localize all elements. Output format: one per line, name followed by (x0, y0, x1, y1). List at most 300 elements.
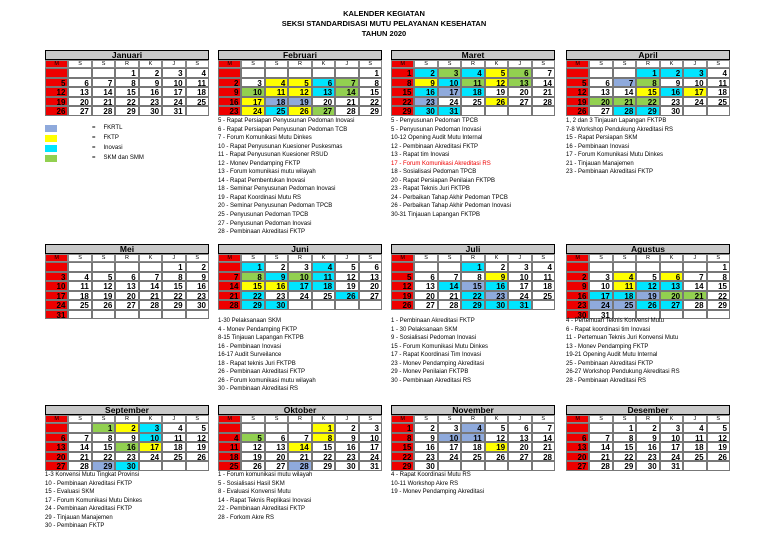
event-item: 17 - Forum Komunikasi Mutu Dinkes (45, 497, 143, 504)
day-cell: 17 (241, 97, 264, 107)
day-cell: 3 (45, 272, 68, 282)
day-cell: 8 (312, 433, 335, 443)
day-cell: 5 (636, 272, 659, 282)
month-desember (566, 405, 730, 471)
day-cell: 11 (186, 78, 209, 88)
day-cell (566, 68, 589, 78)
month-title: Januari (45, 50, 209, 60)
day-cell: 25 (68, 300, 91, 310)
day-header: J (508, 60, 531, 68)
day-cell: 28 (613, 106, 636, 116)
day-cell: 3 (438, 423, 461, 433)
header-year: TAHUN 2020 (361, 29, 407, 38)
day-cell: 10 (288, 272, 311, 282)
day-cell: 17 (288, 281, 311, 291)
legend-swatch (45, 135, 57, 142)
day-cell: 15 (115, 87, 138, 97)
day-header: R (115, 415, 138, 423)
day-cell: 7 (438, 272, 461, 282)
day-cell: 25 (613, 300, 636, 310)
day-cell: 8 (92, 433, 115, 443)
event-item: 30-31 Tinjauan Lapangan FKTPB (391, 212, 481, 219)
day-header: K (485, 254, 508, 262)
day-cell: 14 (532, 433, 555, 443)
event-item: 5 - Rapat Persiapan Penyusunan Pedoman Inovasi (218, 118, 355, 124)
day-header: K (660, 254, 683, 262)
day-cell: 13 (508, 433, 531, 443)
day-cell (335, 68, 358, 78)
day-cell: 21 (68, 452, 91, 462)
day-cell: 6 (660, 272, 683, 282)
day-cell: 1 (391, 68, 414, 78)
day-cell (532, 461, 555, 471)
day-cell: 31 (162, 106, 185, 116)
day-cell (288, 68, 311, 78)
day-cell: 7 (532, 68, 555, 78)
day-cell: 11 (461, 78, 484, 88)
day-header: R (288, 60, 311, 68)
day-cell: 14 (613, 87, 636, 97)
day-cell: 10 (45, 281, 68, 291)
day-cell: 10 (359, 433, 382, 443)
day-cell: 24 (438, 97, 461, 107)
day-cell (485, 106, 508, 116)
day-cell: 24 (438, 452, 461, 462)
month-title: Mei (45, 244, 209, 254)
day-grid (218, 423, 382, 471)
day-cell: 7 (683, 272, 706, 282)
day-header: R (115, 254, 138, 262)
month-title: September (45, 405, 209, 415)
day-header: M (566, 415, 589, 423)
event-item: 26 - Pembinaan Akreditasi FKTP (218, 369, 306, 376)
legend-label: FKRTL (103, 125, 123, 131)
day-cell: 19 (636, 291, 659, 301)
day-cell: 30 (636, 461, 659, 471)
day-cell: 22 (359, 97, 382, 107)
day-cell: 7 (218, 272, 241, 282)
day-cell: 7 (335, 78, 358, 88)
day-cell: 27 (45, 461, 68, 471)
event-item: 28 - Pembinaan Akreditasi FKTP (218, 229, 306, 236)
day-cell (162, 461, 185, 471)
event-list-juni (218, 317, 316, 394)
day-header: S (186, 254, 209, 262)
day-cell: 6 (414, 272, 437, 282)
event-item: 10-12 Opening Audit Mutu Internal (391, 135, 483, 142)
day-cell: 17 (359, 442, 382, 452)
calendar-header (0, 0, 768, 39)
day-cell: 5 (391, 272, 414, 282)
day-header: J (162, 254, 185, 262)
day-cell: 24 (508, 291, 531, 301)
day-cell: 4 (218, 433, 241, 443)
event-item: 14 - Rapat Pembentukan Inovasi (218, 177, 306, 184)
day-cell: 21 (288, 452, 311, 462)
event-item: 1 - 30 Pelaksanaan SKM (391, 326, 458, 333)
day-header: J (335, 60, 358, 68)
day-cell (613, 68, 636, 78)
day-header-row (391, 60, 555, 68)
day-cell: 27 (68, 106, 91, 116)
day-cell: 5 (241, 433, 264, 443)
day-cell: 2 (335, 423, 358, 433)
day-cell (139, 310, 162, 320)
day-cell: 23 (139, 97, 162, 107)
event-item: 18 - Seminar Penyusunan Pedoman Inovasi (218, 186, 336, 193)
day-header: R (288, 254, 311, 262)
day-cell (312, 300, 335, 310)
legend-equals: = (92, 145, 96, 151)
day-cell: 25 (461, 452, 484, 462)
day-cell (45, 423, 68, 433)
day-cell: 23 (566, 300, 589, 310)
day-cell: 22 (92, 452, 115, 462)
day-cell: 13 (68, 87, 91, 97)
legend-equals: = (92, 125, 96, 131)
day-header: J (683, 254, 706, 262)
event-item: 16 - Pembinaan Inovasi (218, 343, 282, 350)
day-cell: 18 (613, 291, 636, 301)
day-cell (683, 461, 706, 471)
day-cell: 28 (335, 106, 358, 116)
day-cell (241, 423, 264, 433)
day-cell: 23 (218, 106, 241, 116)
day-header: R (115, 60, 138, 68)
day-header: M (45, 254, 68, 262)
day-cell: 8 (359, 78, 382, 88)
legend-item-inovasi (45, 143, 144, 153)
day-cell: 10 (660, 433, 683, 443)
event-item: 23 - Monev Pendamping Akreditasi (391, 360, 485, 367)
day-header: M (391, 254, 414, 262)
day-cell: 17 (508, 281, 531, 291)
day-cell: 1 (312, 423, 335, 433)
day-cell: 29 (391, 106, 414, 116)
day-cell: 24 (162, 97, 185, 107)
event-item: 12 - Monev Pendamping FKTP (218, 160, 301, 167)
day-cell: 15 (613, 442, 636, 452)
day-grid (391, 68, 555, 116)
day-cell: 21 (613, 97, 636, 107)
day-cell: 24 (660, 452, 683, 462)
day-cell: 13 (45, 442, 68, 452)
event-item: 29 - Monev Penilaian FKTPB (391, 369, 469, 376)
day-cell: 10 (438, 78, 461, 88)
day-cell (660, 262, 683, 272)
day-cell: 11 (461, 433, 484, 443)
day-cell: 2 (414, 68, 437, 78)
day-header: J (508, 415, 531, 423)
day-header: K (312, 415, 335, 423)
day-cell: 14 (438, 281, 461, 291)
day-cell: 20 (359, 281, 382, 291)
event-item: 19-21 Opening Audit Mutu Internal (566, 352, 658, 359)
event-item: 25 - Penyusunan Pedoman TPCB (218, 212, 309, 219)
event-list-maret (391, 117, 511, 220)
day-header: S (414, 60, 437, 68)
day-cell: 8 (162, 272, 185, 282)
day-header: S (92, 415, 115, 423)
month-februari (218, 50, 382, 116)
day-cell: 8 (391, 433, 414, 443)
day-cell: 4 (461, 423, 484, 433)
day-cell: 4 (162, 423, 185, 433)
day-header-row (45, 254, 209, 262)
day-header: S (68, 254, 91, 262)
month-title: April (566, 50, 730, 60)
day-cell: 11 (312, 272, 335, 282)
event-item: 13 - Rapat tim Inovasi (391, 152, 450, 159)
day-cell: 14 (68, 442, 91, 452)
day-header-row (45, 415, 209, 423)
day-cell: 6 (115, 272, 138, 282)
day-header: S (438, 60, 461, 68)
day-cell: 9 (636, 433, 659, 443)
day-header: S (359, 60, 382, 68)
day-cell: 6 (359, 262, 382, 272)
event-item: 22 - Pembinaan Akreditasi FKTP (218, 506, 306, 513)
day-cell: 13 (115, 281, 138, 291)
month-januari (45, 50, 209, 116)
month-title: Desember (566, 405, 730, 415)
day-header: J (335, 254, 358, 262)
day-cell: 11 (265, 87, 288, 97)
event-list-oktober (218, 471, 312, 522)
day-cell: 5 (707, 423, 730, 433)
day-header-row (566, 254, 730, 262)
day-cell (707, 106, 730, 116)
day-cell: 5 (92, 272, 115, 282)
event-item: 10 - Pembinaan Akreditasi FKTP (45, 480, 133, 487)
day-cell: 24 (241, 106, 264, 116)
day-cell: 19 (566, 97, 589, 107)
day-cell: 25 (532, 291, 555, 301)
event-item: 26-27 Workshop Pendukung Akreditasi RS (566, 369, 680, 376)
day-cell: 13 (660, 281, 683, 291)
day-cell: 23 (660, 97, 683, 107)
day-cell (218, 262, 241, 272)
event-item: 18 - Sosialisasi Pedoman TPCB (391, 169, 477, 176)
day-header: M (218, 254, 241, 262)
day-cell: 7 (68, 433, 91, 443)
day-cell: 18 (683, 442, 706, 452)
event-item: 17 - Forum Komunikasi Mutu Dinkes (566, 152, 664, 159)
legend-item-fkrtl (45, 123, 144, 133)
event-item: 18 - Rapat teknis Juri FKTPB (218, 360, 296, 367)
day-cell: 28 (532, 97, 555, 107)
day-cell (265, 68, 288, 78)
day-cell: 13 (414, 281, 437, 291)
event-item: 30 - Pembinaan FKTP (45, 523, 105, 530)
day-header: S (589, 254, 612, 262)
day-cell: 18 (218, 452, 241, 462)
event-item: 5 - Sosialisasi Hasil SKM (218, 480, 285, 487)
day-cell: 12 (707, 433, 730, 443)
day-cell (139, 461, 162, 471)
day-cell: 12 (485, 78, 508, 88)
day-cell: 1 (162, 262, 185, 272)
day-cell: 26 (707, 452, 730, 462)
day-cell: 22 (636, 97, 659, 107)
day-grid (45, 262, 209, 319)
day-cell: 13 (589, 87, 612, 97)
day-cell: 27 (265, 461, 288, 471)
day-cell: 28 (438, 300, 461, 310)
event-item: 5 - Penyusunan Pedoman Inovasi (391, 126, 482, 133)
day-cell: 25 (218, 461, 241, 471)
legend-swatch (45, 125, 57, 132)
day-cell: 19 (707, 442, 730, 452)
month-maret (391, 50, 555, 116)
event-item: 26 - Forum komunikasi mutu wilayah (218, 377, 316, 384)
day-cell: 12 (566, 87, 589, 97)
event-item: 15 - Forum Komunikasi Mutu Dinkes (391, 343, 489, 350)
day-cell: 19 (92, 291, 115, 301)
event-item: 15 - Evaluasi SKM (45, 489, 95, 496)
event-item: 11 - Rapat Penyusunan Kuesioner RSUD (218, 152, 328, 159)
day-cell: 12 (391, 281, 414, 291)
day-cell: 21 (139, 291, 162, 301)
day-header-row (391, 415, 555, 423)
day-cell: 30 (265, 300, 288, 310)
day-cell: 15 (391, 87, 414, 97)
month-oktober (218, 405, 382, 471)
day-cell: 28 (68, 461, 91, 471)
day-cell: 29 (115, 106, 138, 116)
day-cell: 15 (359, 87, 382, 97)
day-header: M (45, 60, 68, 68)
day-cell: 2 (265, 262, 288, 272)
day-cell (566, 262, 589, 272)
day-cell: 14 (288, 442, 311, 452)
day-cell: 27 (508, 97, 531, 107)
day-header: S (68, 415, 91, 423)
event-item: 7-8 Workshop Pendukung Akreditasi RS (566, 126, 673, 133)
day-cell: 5 (288, 78, 311, 88)
day-cell: 20 (414, 291, 437, 301)
day-cell: 17 (162, 87, 185, 97)
day-cell: 7 (92, 78, 115, 88)
day-cell: 16 (186, 281, 209, 291)
day-cell: 30 (335, 461, 358, 471)
event-item: 6 - Rapat Persiapan Penyusunan Pedoman TCB (218, 126, 348, 133)
day-cell: 28 (218, 300, 241, 310)
day-cell: 17 (589, 291, 612, 301)
day-cell: 11 (532, 272, 555, 282)
day-cell: 29 (613, 461, 636, 471)
event-item: 17 - Rapat Koordinasi Tim Inovasi (391, 352, 482, 359)
legend-item-fktp (45, 133, 144, 143)
day-cell: 7 (589, 433, 612, 443)
day-header: R (461, 415, 484, 423)
day-header: M (218, 415, 241, 423)
day-cell (589, 262, 612, 272)
month-mei (45, 244, 209, 319)
day-cell: 1 (115, 68, 138, 78)
day-cell: 18 (312, 281, 335, 291)
day-cell: 13 (312, 87, 335, 97)
day-cell: 16 (115, 442, 138, 452)
day-cell: 20 (660, 291, 683, 301)
day-cell: 5 (186, 423, 209, 433)
day-cell: 12 (45, 87, 68, 97)
day-cell: 7 (613, 78, 636, 88)
day-cell: 31 (438, 106, 461, 116)
day-cell: 5 (335, 262, 358, 272)
month-april (566, 50, 730, 116)
day-cell: 11 (613, 281, 636, 291)
day-cell: 22 (391, 452, 414, 462)
day-cell: 8 (636, 78, 659, 88)
day-cell: 22 (613, 452, 636, 462)
day-cell: 31 (45, 310, 68, 320)
event-list-juli (391, 317, 488, 385)
day-cell (566, 423, 589, 433)
day-cell: 15 (461, 281, 484, 291)
day-cell: 25 (683, 452, 706, 462)
legend-swatch (45, 155, 57, 162)
legend-label: Inovasi (103, 145, 123, 151)
event-item: 14 - Rapat Teknis Replikasi Inovasi (218, 497, 312, 504)
event-list-november (391, 471, 484, 497)
day-cell: 18 (68, 291, 91, 301)
day-cell: 17 (438, 87, 461, 97)
day-cell: 17 (438, 442, 461, 452)
event-list-april (566, 117, 673, 177)
day-cell: 30 (139, 106, 162, 116)
day-cell (45, 68, 68, 78)
day-cell: 29 (241, 300, 264, 310)
event-item: 12 - Pembinaan Akreditasi FKTP (391, 143, 479, 150)
day-cell: 12 (92, 281, 115, 291)
day-cell (589, 423, 612, 433)
day-cell: 18 (461, 442, 484, 452)
day-cell: 20 (508, 442, 531, 452)
legend-label: SKM dan SMM (103, 155, 144, 161)
day-cell: 21 (532, 442, 555, 452)
day-cell: 9 (485, 272, 508, 282)
day-cell: 16 (335, 442, 358, 452)
day-cell: 4 (707, 68, 730, 78)
day-cell: 24 (359, 452, 382, 462)
day-cell: 25 (707, 97, 730, 107)
day-header: R (636, 254, 659, 262)
day-cell (162, 310, 185, 320)
legend-swatch (45, 145, 57, 152)
day-cell: 1 (241, 262, 264, 272)
day-cell: 21 (92, 97, 115, 107)
day-cell: 27 (566, 461, 589, 471)
day-cell: 20 (508, 87, 531, 97)
day-cell: 8 (241, 272, 264, 282)
day-cell (335, 300, 358, 310)
day-cell: 14 (92, 87, 115, 97)
day-cell: 18 (265, 97, 288, 107)
day-cell: 25 (312, 291, 335, 301)
day-cell: 8 (391, 78, 414, 88)
day-cell: 19 (288, 97, 311, 107)
day-cell (359, 300, 382, 310)
day-grid (566, 262, 730, 319)
day-cell: 27 (414, 300, 437, 310)
day-header: K (485, 60, 508, 68)
day-cell: 10 (438, 433, 461, 443)
event-item: 19 - Monev Pendamping Akreditasi (391, 489, 485, 496)
event-item: 16-17 Audit Surveilance (218, 352, 282, 359)
event-item: 4 - Pertemuan Teknis Konvensi Mutu (566, 318, 664, 324)
day-cell: 2 (566, 272, 589, 282)
